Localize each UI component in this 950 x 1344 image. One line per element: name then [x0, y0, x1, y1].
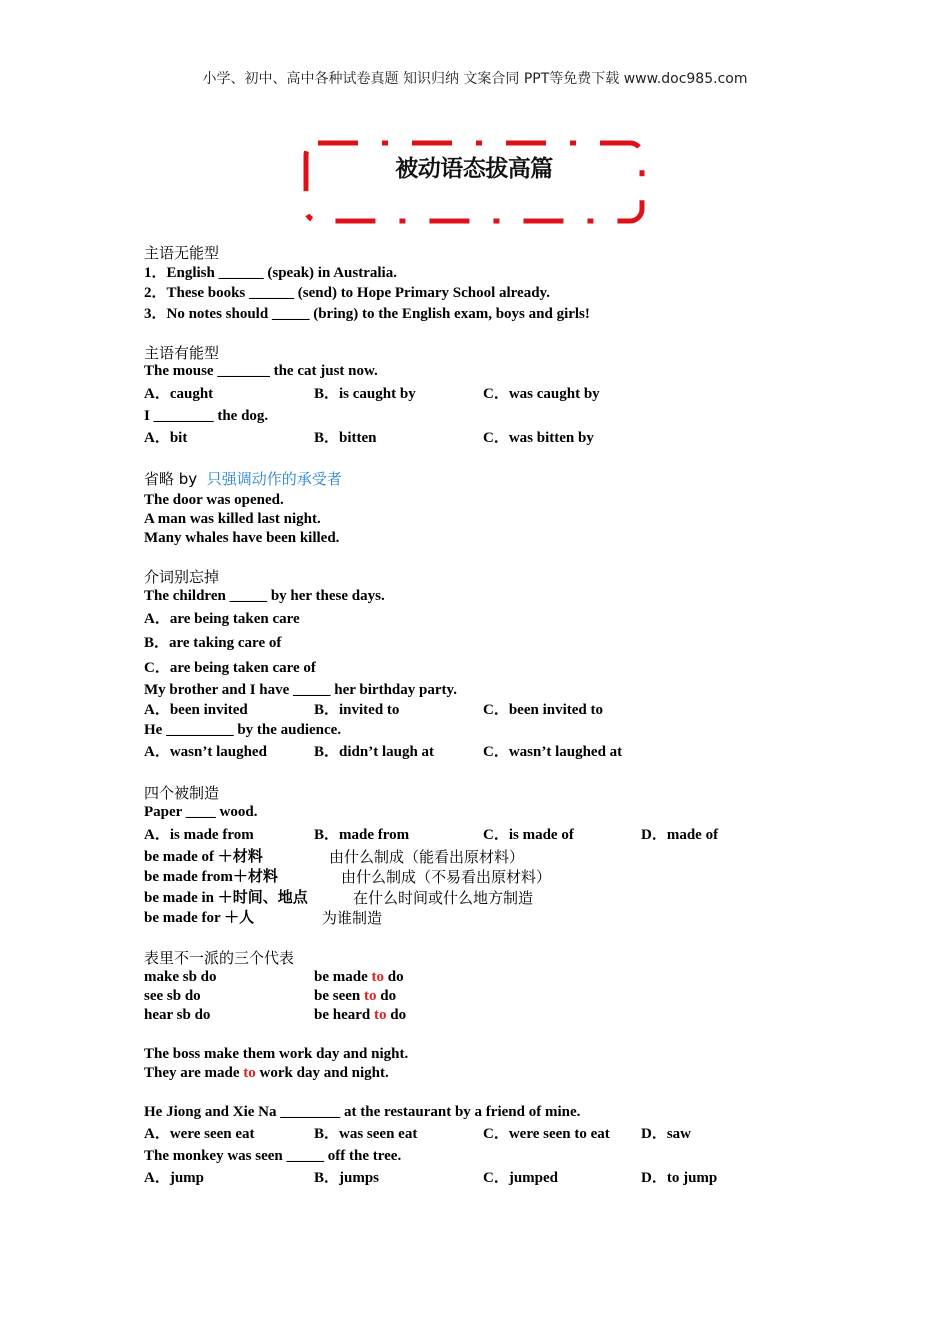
passive-form: be made to do [314, 969, 404, 985]
section-heading-4: 介词别忘掉 [144, 568, 220, 586]
section-heading-6: 表里不一派的三个代表 [144, 949, 295, 967]
page-header: 小学、初中、高中各种试卷真题 知识归纳 文案合同 PPT等免费下载 www.doc985.com [202, 71, 748, 87]
rule-meaning: 由什么制成（能看出原材料） [329, 848, 525, 866]
option: C．jumped [483, 1170, 559, 1186]
rule-pattern: be made for ＋人 [144, 910, 255, 926]
rule-meaning: 由什么制成（不易看出原材料） [341, 868, 552, 886]
question-children: The children _____ by her these days. [144, 588, 385, 604]
active-form: make sb do [144, 969, 217, 985]
question-dog: I ________ the dog. [144, 408, 269, 424]
question-2: 2．These books ______ (send) to Hope Primary School already. [144, 285, 550, 301]
option: C．was caught by [483, 386, 600, 402]
option: C．is made of [483, 827, 574, 843]
rule-pattern: be made from＋材料 [144, 869, 278, 885]
section-heading-3 [144, 470, 342, 488]
option: C．been invited to [483, 702, 604, 718]
example-line: A man was killed last night. [144, 511, 321, 527]
option: A．are being taken care [144, 611, 300, 627]
example-active: The boss make them work day and night. [144, 1046, 409, 1062]
option: B．was seen eat [314, 1126, 418, 1142]
rule-pattern: be made of ＋材料 [144, 849, 263, 865]
option: C．wasn’t laughed at [483, 744, 623, 760]
option: B．jumps [314, 1170, 380, 1186]
example-passive: They are made to work day and night. [144, 1065, 389, 1081]
title-banner [303, 140, 645, 224]
option: B．is caught by [314, 386, 416, 402]
option: A．wasn’t laughed [144, 744, 267, 760]
question-restaurant: He Jiong and Xie Na ________ at the restaurant by a friend of mine. [144, 1104, 581, 1120]
question-audience: He _________ by the audience. [144, 722, 342, 738]
question-1: 1．English ______ (speak) in Australia. [144, 265, 397, 281]
option: A．been invited [144, 702, 248, 718]
active-form: hear sb do [144, 1007, 211, 1023]
page-title: 被动语态拔高篇 [395, 156, 553, 182]
heading-text: 省略 by [144, 470, 198, 488]
question-3: 3．No notes should _____ (bring) to the English exam, boys and girls! [144, 306, 590, 322]
question-brother: My brother and I have _____ her birthday party. [144, 682, 457, 698]
rule-meaning: 为谁制造 [322, 909, 383, 927]
option: A．caught [144, 386, 214, 402]
heading-note: 只强调动作的承受者 [206, 470, 342, 488]
option: D．to jump [641, 1170, 718, 1186]
option: B．didn’t laugh at [314, 744, 435, 760]
rule-meaning: 在什么时间或什么地方制造 [353, 889, 534, 907]
option: B．made from [314, 827, 410, 843]
passive-form: be heard to do [314, 1007, 407, 1023]
option: D．made of [641, 827, 719, 843]
option: C．are being taken care of [144, 660, 316, 676]
passive-form: be seen to do [314, 988, 397, 1004]
question-paper: Paper ____ wood. [144, 804, 258, 820]
section-heading-1: 主语无能型 [144, 244, 220, 262]
option: A．were seen eat [144, 1126, 255, 1142]
option: C．was bitten by [483, 430, 594, 446]
option: D．saw [641, 1126, 692, 1142]
section-heading-5: 四个被制造 [144, 784, 220, 802]
question-monkey: The monkey was seen _____ off the tree. [144, 1148, 402, 1164]
rule-pattern: be made in ＋时间、地点 [144, 890, 308, 906]
option: A．is made from [144, 827, 254, 843]
option: A．jump [144, 1170, 205, 1186]
option: B．invited to [314, 702, 400, 718]
option: B．are taking care of [144, 635, 282, 651]
example-line: The door was opened. [144, 492, 284, 508]
option: C．were seen to eat [483, 1126, 610, 1142]
section-heading-2: 主语有能型 [144, 344, 220, 362]
option: B．bitten [314, 430, 377, 446]
active-form: see sb do [144, 988, 201, 1004]
example-line: Many whales have been killed. [144, 530, 340, 546]
option: A．bit [144, 430, 188, 446]
question-mouse: The mouse _______ the cat just now. [144, 363, 378, 379]
